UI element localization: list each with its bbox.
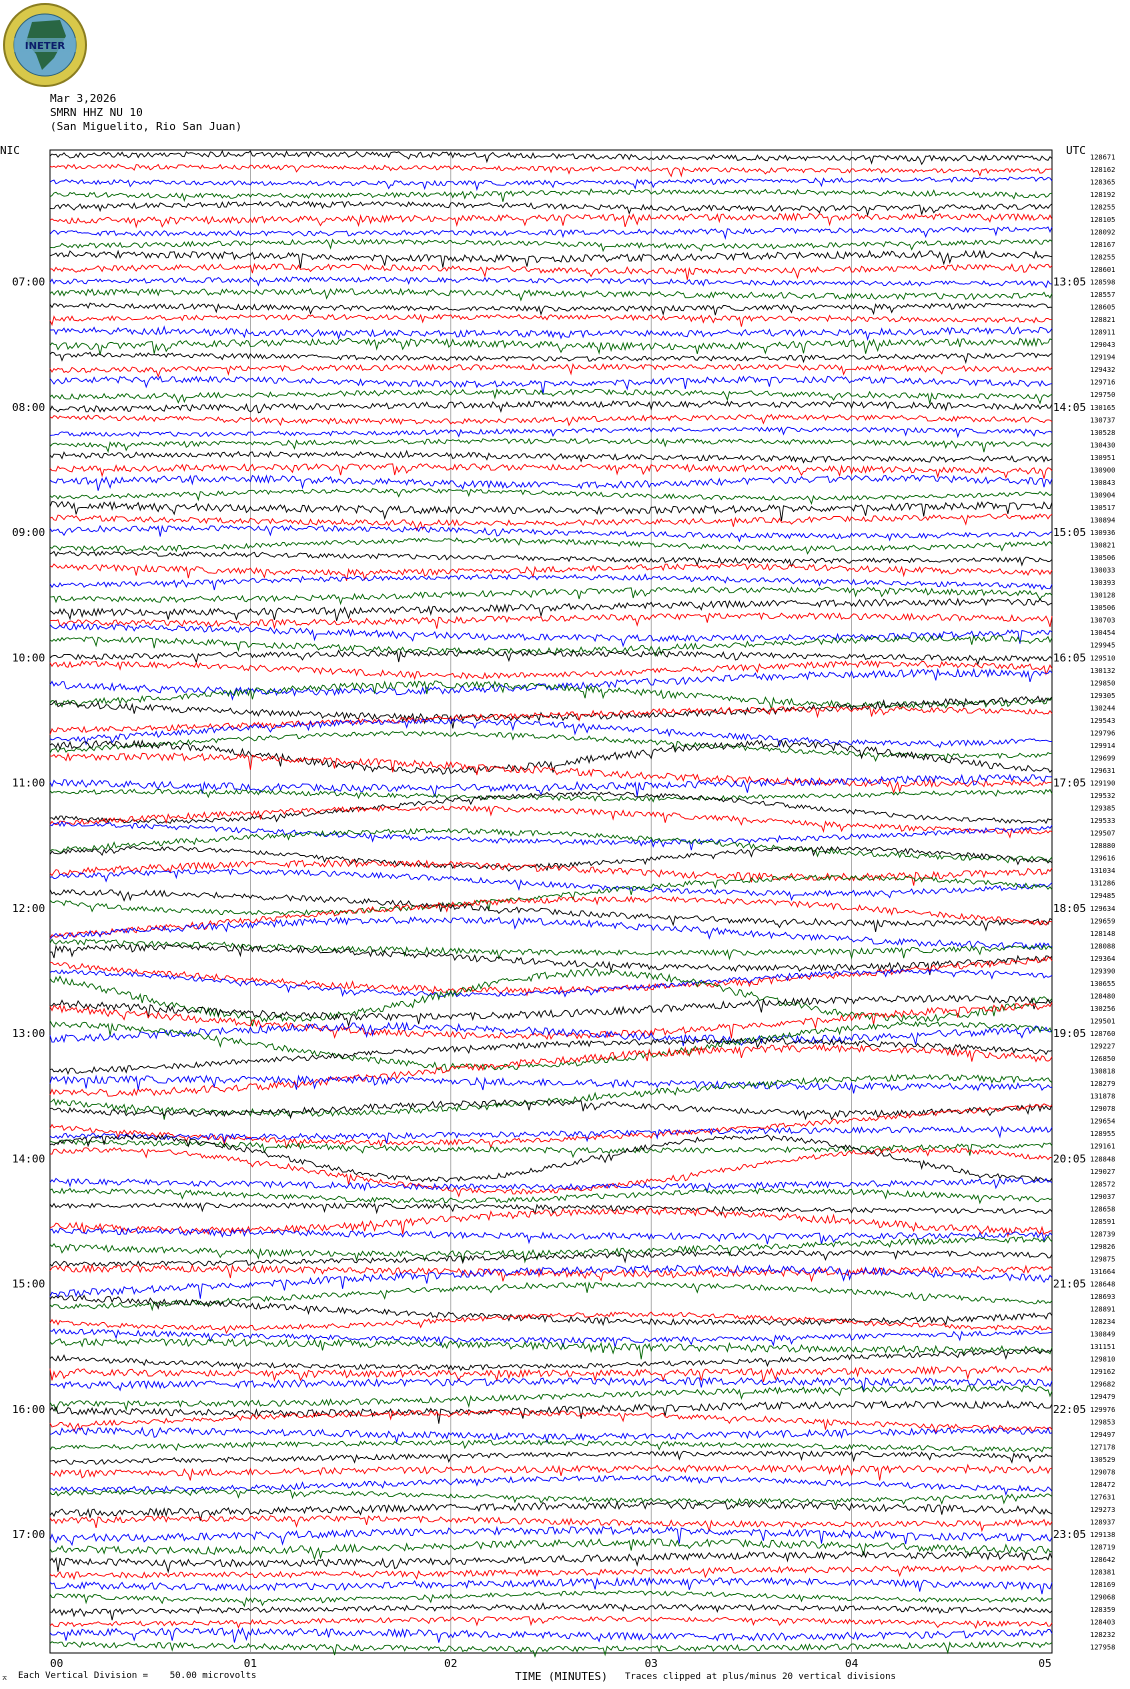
seismic-trace [50,427,1052,437]
trace-value-label: 129850 [1090,679,1116,688]
seismic-trace [50,1265,1052,1298]
seismic-trace [50,526,1052,542]
trace-value-label: 130703 [1090,616,1116,625]
seismic-trace [50,1038,1052,1073]
trace-value-label: 129810 [1090,1355,1116,1364]
trace-value-label: 128658 [1090,1205,1116,1214]
seismic-trace [50,1203,1052,1215]
seismic-trace [50,1251,1052,1267]
trace-value-label: 129616 [1090,854,1116,863]
seismic-trace [50,847,1052,871]
trace-value-label: 129027 [1090,1167,1116,1176]
trace-value-label: 130655 [1090,979,1116,988]
seismic-trace [50,1490,1052,1506]
trace-value-label: 128739 [1090,1230,1116,1239]
trace-value-label: 131151 [1090,1343,1116,1352]
trace-value-label: 129682 [1090,1380,1116,1389]
trace-value-label: 128693 [1090,1293,1116,1302]
trace-value-label: 130904 [1090,491,1116,500]
x-axis-title: TIME (MINUTES) [515,1670,608,1683]
trace-value-label: 129659 [1090,917,1116,926]
trace-value-label: 128880 [1090,842,1116,851]
trace-value-label: 129227 [1090,1042,1116,1051]
time-labels [12,276,1086,1542]
trace-value-label: 129826 [1090,1242,1116,1251]
seismic-trace [50,1339,1052,1360]
seismic-trace [50,327,1052,340]
trace-value-label: 130393 [1090,579,1116,588]
trace-value-label: 128279 [1090,1080,1116,1089]
trace-value-label: 128955 [1090,1130,1116,1139]
seismic-trace [50,189,1052,202]
trace-value-label: 130033 [1090,566,1116,575]
trace-value-label: 129543 [1090,716,1116,725]
trace-value-label: 129853 [1090,1418,1116,1427]
seismic-trace [50,806,1052,837]
utc-time-label: 16:05 [1053,651,1087,665]
trace-value-label: 130529 [1090,1455,1116,1464]
seismic-trace [50,251,1052,268]
trace-value-label: 130936 [1090,529,1116,538]
x-tick-label: 02 [444,1657,458,1670]
seismic-trace [50,202,1052,216]
trace-value-label: 128719 [1090,1543,1116,1552]
trace-value-label: 128255 [1090,203,1116,212]
seismic-trace [50,538,1052,554]
x-tick-labels [50,1657,1052,1670]
trace-value-label: 131878 [1090,1092,1116,1101]
nic-time-label: 17:00 [12,1528,46,1542]
location-label: (San Miguelito, Rio San Juan) [50,120,243,133]
trace-value-label: 129138 [1090,1531,1116,1540]
seismic-trace [50,939,1052,959]
seismic-trace [50,1265,1052,1281]
seismic-trace [50,315,1052,327]
trace-value-label: 128598 [1090,278,1116,287]
seismic-trace [50,489,1052,504]
trace-value-label: 128192 [1090,190,1116,199]
utc-time-label: 19:05 [1053,1027,1087,1041]
seismic-trace [50,1236,1052,1262]
seismic-trace [50,415,1052,426]
trace-value-label: 128232 [1090,1631,1116,1640]
seismic-trace [50,1428,1052,1442]
trace-value-label: 128234 [1090,1318,1116,1327]
seismic-trace [50,352,1052,362]
seismic-trace [50,969,1052,996]
trace-value-label: 129716 [1090,378,1116,387]
seismic-trace [50,1476,1052,1495]
trace-value-label: 128821 [1090,316,1116,325]
trace-value-label: 127958 [1090,1643,1116,1652]
channel-label: SMRN HHZ NU 10 [50,106,143,119]
seismic-trace [50,1208,1052,1236]
trace-value-label: 129510 [1090,654,1116,663]
trace-value-label: 130894 [1090,516,1116,525]
nic-time-label: 15:00 [12,1277,46,1291]
utc-time-label: 23:05 [1053,1528,1087,1542]
trace-value-label: 130737 [1090,416,1116,425]
trace-value-label: 129501 [1090,1017,1116,1026]
trace-value-label: 129194 [1090,353,1116,362]
trace-value-label: 128162 [1090,165,1116,174]
seismic-trace [50,389,1052,403]
trace-value-label: 129078 [1090,1468,1116,1477]
seismic-trace [50,1312,1052,1333]
trace-value-label: 131664 [1090,1267,1116,1276]
trace-value-label: 129875 [1090,1255,1116,1264]
seismic-trace [50,240,1052,251]
seismic-trace [50,151,1052,164]
trace-value-label: 130528 [1090,428,1116,437]
seismic-trace [50,1566,1052,1579]
trace-value-label: 130821 [1090,541,1116,550]
seismic-trace [50,289,1052,300]
trace-value-label: 128642 [1090,1556,1116,1565]
nic-axis-label: NIC [0,144,20,157]
utc-axis-label: UTC [1066,144,1086,157]
trace-value-label: 128255 [1090,253,1116,262]
trace-value-label: 128937 [1090,1518,1116,1527]
seismic-trace [50,1228,1052,1244]
seismic-trace [50,1189,1052,1204]
trace-value-label: 129914 [1090,741,1116,750]
seismic-trace [50,1075,1052,1120]
trace-value-label: 129385 [1090,804,1116,813]
seismic-trace [50,227,1052,238]
trace-value-label: 130128 [1090,591,1116,600]
nic-time-label: 12:00 [12,901,46,915]
trace-value-label: 130951 [1090,453,1116,462]
seismic-trace [50,1386,1052,1411]
utc-time-label: 13:05 [1053,275,1087,289]
seismic-trace [50,789,1052,801]
trace-value-label: 129796 [1090,729,1116,738]
seismic-trace [50,1617,1052,1629]
nic-time-label: 07:00 [12,275,46,289]
trace-value-label: 127178 [1090,1443,1116,1452]
scale-marker: ⌅ [2,1673,8,1683]
trace-value-label: 128403 [1090,1618,1116,1627]
nic-time-label: 08:00 [12,400,46,414]
seismic-trace [50,1591,1052,1606]
trace-value-label: 128891 [1090,1305,1116,1314]
trace-value-label: 130165 [1090,403,1116,412]
trace-value-label: 129485 [1090,892,1116,901]
trace-value-label: 128911 [1090,328,1116,337]
seismic-trace [50,502,1052,521]
trace-value-label: 128671 [1090,153,1116,162]
trace-value-label: 129432 [1090,366,1116,375]
trace-value-label: 129037 [1090,1192,1116,1201]
utc-time-label: 17:05 [1053,776,1087,790]
trace-value-label: 128572 [1090,1180,1116,1189]
trace-value-label: 130132 [1090,666,1116,675]
trace-value-label: 129750 [1090,391,1116,400]
seismic-trace [50,401,1052,413]
seismic-trace [50,1451,1052,1464]
clip-note: Traces clipped at plus/minus 20 vertical divisions [625,1672,896,1682]
trace-value-label: 129364 [1090,954,1116,963]
date-label: Mar 3,2026 [50,92,117,105]
seismic-trace [50,1603,1052,1620]
trace-value-label: 130244 [1090,704,1116,713]
trace-value-label: 127631 [1090,1493,1116,1502]
seismic-trace [50,451,1052,463]
trace-value-label: 130849 [1090,1330,1116,1339]
seismic-trace [50,376,1052,394]
seismic-trace [50,1135,1052,1182]
trace-value-label: 128601 [1090,265,1116,274]
utc-time-label: 21:05 [1053,1277,1087,1291]
utc-time-label: 20:05 [1053,1152,1087,1166]
trace-value-label: 130506 [1090,604,1116,613]
seismic-trace [50,364,1052,376]
seismic-trace [50,636,1052,656]
trace-value-label: 128605 [1090,303,1116,312]
trace-value-label: 129479 [1090,1393,1116,1402]
nic-time-label: 14:00 [12,1152,46,1166]
seismic-trace [50,822,1052,851]
seismic-trace [50,1628,1052,1642]
trace-value-label: 128591 [1090,1217,1116,1226]
trace-value-label: 128359 [1090,1606,1116,1615]
trace-value-label: 129945 [1090,641,1116,650]
seismic-trace [50,214,1052,227]
nic-time-label: 10:00 [12,651,46,665]
x-tick-label: 03 [644,1657,658,1670]
seismic-trace [50,303,1052,315]
seismic-trace [50,574,1052,590]
seismic-trace [50,1366,1052,1382]
seismic-trace [50,1378,1052,1392]
x-tick-label: 01 [243,1657,258,1670]
trace-value-label: 128088 [1090,942,1116,951]
trace-value-label: 129068 [1090,1593,1116,1602]
trace-value-label: 129497 [1090,1430,1116,1439]
trace-value-label: 128169 [1090,1581,1116,1590]
trace-value-label: 129305 [1090,691,1116,700]
seismic-trace [50,1552,1052,1572]
seismic-trace [50,1642,1052,1657]
trace-value-label: 130843 [1090,478,1116,487]
trace-value-label: 130454 [1090,629,1116,638]
utc-time-label: 15:05 [1053,526,1087,540]
trace-value-label: 128557 [1090,291,1116,300]
seismic-trace [50,753,1052,792]
utc-time-label: 22:05 [1053,1402,1087,1416]
trace-value-label: 128381 [1090,1568,1116,1577]
trace-value-label: 128105 [1090,215,1116,224]
x-tick-label: 05 [1038,1657,1052,1670]
seismic-trace [50,897,1052,939]
trace-value-labels [1090,153,1115,1651]
trace-value-label: 130256 [1090,1004,1116,1013]
trace-value-label: 130506 [1090,554,1116,563]
x-tick-label: 00 [50,1657,64,1670]
nic-time-label: 13:00 [12,1027,46,1041]
trace-value-label: 128848 [1090,1155,1116,1164]
seismic-trace [50,829,1052,863]
seismic-trace [50,1329,1052,1347]
seismic-trace [50,1440,1052,1452]
seismic-trace [50,1527,1052,1545]
trace-value-label: 129699 [1090,754,1116,763]
seismic-trace [50,917,1052,949]
nic-time-label: 11:00 [12,776,46,790]
seismic-trace [50,1295,1052,1325]
trace-group [50,151,1052,1657]
trace-value-label: 128760 [1090,1030,1116,1039]
seismic-trace [50,551,1052,566]
trace-value-label: 128092 [1090,228,1116,237]
seismic-trace [50,514,1052,530]
seismic-trace [50,741,1052,775]
trace-value-label: 129654 [1090,1117,1116,1126]
trace-value-label: 129507 [1090,829,1116,838]
seismic-trace [50,1578,1052,1594]
trace-value-label: 129532 [1090,792,1116,801]
utc-time-label: 18:05 [1053,901,1087,915]
trace-value-label: 129533 [1090,817,1116,826]
trace-value-label: 128472 [1090,1480,1116,1489]
seismic-trace [50,1410,1052,1432]
seismic-trace [50,1178,1052,1191]
trace-value-label: 129390 [1090,967,1116,976]
x-tick-label: 04 [844,1657,859,1670]
trace-value-label: 126850 [1090,1055,1116,1064]
seismic-trace [50,177,1052,190]
trace-value-label: 129161 [1090,1142,1116,1151]
seismic-trace [50,587,1052,604]
trace-value-label: 129043 [1090,341,1116,350]
trace-value-label: 130900 [1090,466,1116,475]
seismic-trace [50,475,1052,490]
trace-value-label: 129078 [1090,1105,1116,1114]
trace-value-label: 128365 [1090,178,1116,187]
seismic-trace [50,1045,1052,1096]
utc-time-label: 14:05 [1053,400,1087,414]
trace-value-label: 131286 [1090,879,1116,888]
seismic-trace [50,277,1052,287]
seismic-trace [50,164,1052,176]
trace-value-label: 131034 [1090,867,1116,876]
seismic-trace [50,264,1052,280]
trace-value-label: 129631 [1090,766,1116,775]
trace-value-label: 130517 [1090,503,1116,512]
scale-note: Each Vertical Division = 50.00 microvolts [18,1671,257,1681]
trace-value-label: 129634 [1090,904,1116,913]
trace-value-label: 128167 [1090,240,1116,249]
trace-value-label: 129976 [1090,1405,1116,1414]
seismic-trace [50,1350,1052,1371]
trace-value-label: 129273 [1090,1505,1116,1514]
trace-value-label: 128148 [1090,929,1116,938]
seismic-trace [50,1516,1052,1532]
trace-value-label: 129190 [1090,779,1116,788]
trace-value-label: 128480 [1090,992,1116,1001]
trace-value-label: 129162 [1090,1368,1116,1377]
trace-value-label: 130818 [1090,1067,1116,1076]
nic-time-label: 16:00 [12,1402,46,1416]
nic-time-label: 09:00 [12,526,46,540]
logo-text: INETER [24,41,66,52]
trace-value-label: 130430 [1090,441,1116,450]
seismic-trace [50,889,1052,932]
seismic-trace [50,338,1052,355]
trace-value-label: 128648 [1090,1280,1116,1289]
seismic-trace [50,1148,1052,1197]
seismic-trace [50,439,1052,452]
